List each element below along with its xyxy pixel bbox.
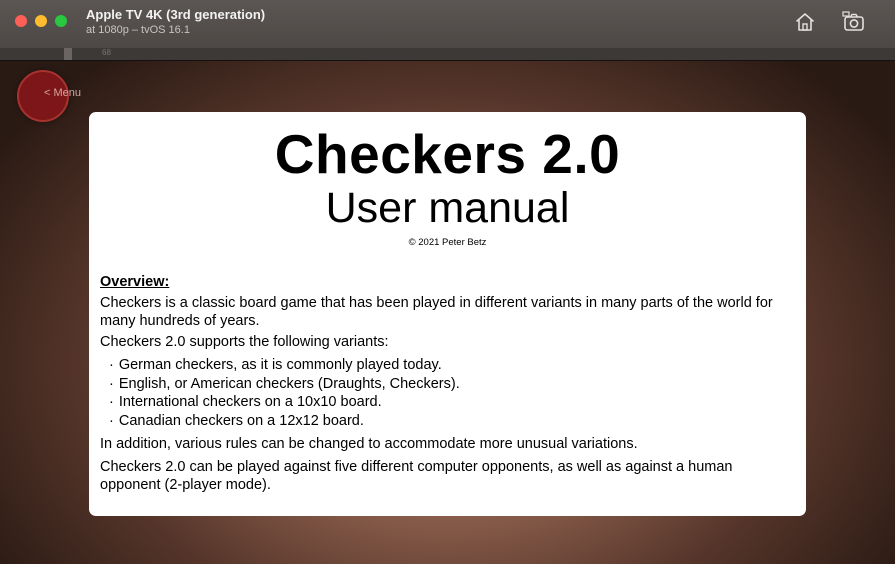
rules-paragraph: In addition, various rules can be changed to accommodate more unusual variations. [100, 436, 638, 452]
screenshot-button[interactable] [842, 10, 866, 34]
bullet-icon: · [109, 357, 114, 373]
overview-heading: Overview: [100, 274, 170, 290]
list-item: · Canadian checkers on a 12x12 board. [109, 412, 364, 429]
toolbar-strip-label: 68 [102, 48, 111, 57]
manual-subtitle: User manual [325, 184, 570, 232]
overview-paragraph: Checkers is a classic board game that has been played in different variants in many parts of the world for many hundreds of years. [100, 295, 773, 329]
bullet-icon: · [109, 412, 114, 429]
manual-title: Checkers 2.0 [274, 123, 621, 185]
menu-button-label[interactable]: < Menu [44, 87, 81, 99]
simulator-toolbar-strip [0, 48, 895, 62]
simulator-title-bar [0, 0, 895, 49]
tv-screen [0, 61, 895, 564]
variants-intro: Checkers 2.0 supports the following variants: [100, 334, 389, 350]
minimize-window-button[interactable] [35, 15, 47, 27]
close-window-button[interactable] [15, 15, 27, 27]
bullet-icon: · [109, 394, 114, 410]
user-manual-card [89, 112, 806, 516]
list-item: · International checkers on a 10x10 board. [109, 394, 382, 410]
toolbar-divider [64, 48, 72, 60]
zoom-window-button[interactable] [55, 15, 67, 27]
list-item: · German checkers, as it is commonly played today. [109, 357, 442, 373]
list-item: · English, or American checkers (Draughts, Checkers). [109, 375, 460, 392]
copyright-notice: © 2021 Peter Betz [408, 237, 487, 248]
device-resolution: at 1080p – tvOS 16.1 [86, 24, 190, 36]
device-name: Apple TV 4K (3rd generation) [86, 7, 266, 22]
bullet-icon: · [109, 375, 114, 392]
home-button[interactable] [793, 10, 817, 34]
variants-list [100, 356, 795, 430]
opponents-paragraph: Checkers 2.0 can be played against five different computer opponents, as well as against a human opponent (2-player mode). [100, 459, 733, 493]
camera-icon [842, 10, 866, 34]
house-icon [793, 10, 817, 34]
